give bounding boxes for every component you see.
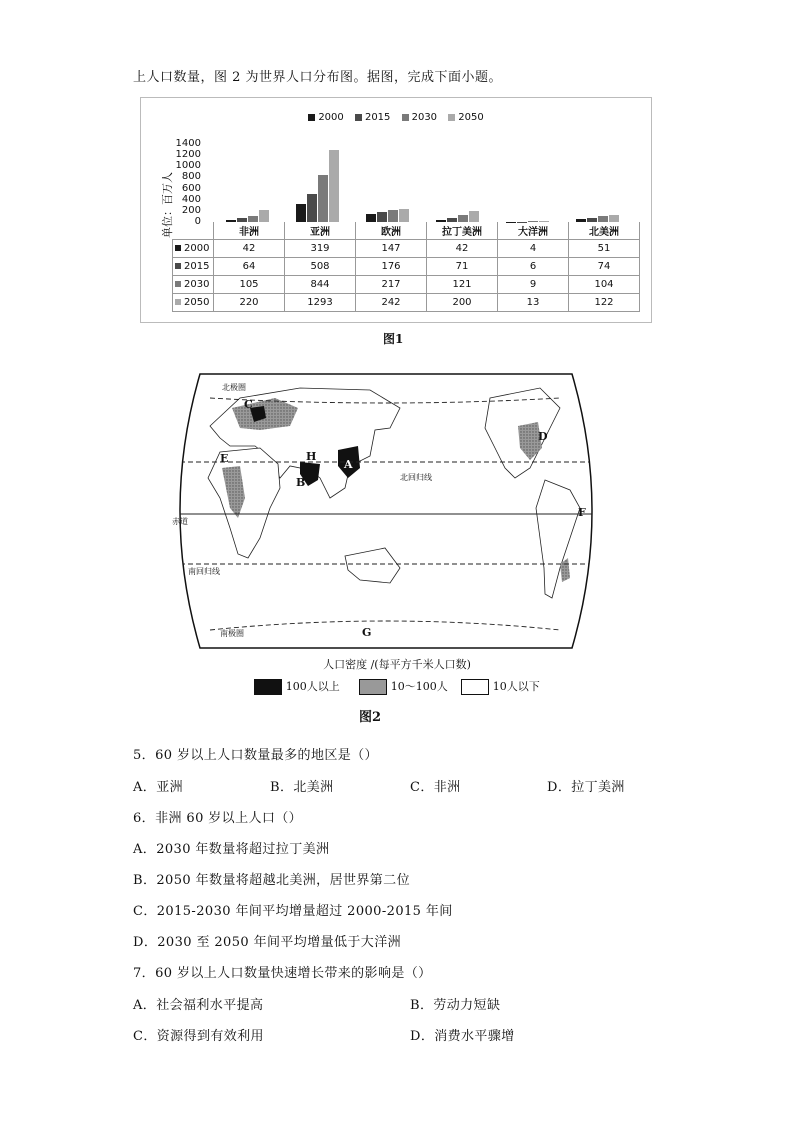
legend-swatch: [308, 114, 315, 121]
legend-swatch-low: [461, 679, 489, 695]
table-cell: 6: [498, 258, 569, 276]
label-G: G: [362, 626, 372, 639]
row-year-label: 2000: [184, 243, 210, 254]
y-tick-label: 800: [181, 171, 201, 183]
table-header: 亚洲: [285, 222, 356, 240]
bar-亚洲-2050: [329, 150, 339, 222]
bar-欧洲-2000: [366, 214, 376, 222]
q7-option-c[interactable]: C．资源得到有效利用: [133, 1029, 264, 1044]
table-cell: 42: [214, 240, 285, 258]
label-arctic-circle: 北极圈: [222, 383, 246, 392]
label-tropic-capricorn: 南回归线: [188, 567, 220, 576]
label-H: H: [306, 450, 317, 463]
y-tick-label: 1200: [175, 149, 201, 161]
q7-option-b[interactable]: B．劳动力短缺: [410, 998, 501, 1013]
label-B: B: [296, 476, 306, 489]
legend-item-2030: 2030: [402, 112, 437, 123]
bar-欧洲-2030: [388, 210, 398, 222]
table-row: [173, 240, 640, 258]
data-table: [172, 222, 640, 312]
question-6-stem: 6．非洲 60 岁以上人口（）: [133, 811, 303, 826]
q6-option-a[interactable]: A．2030 年数量将超过拉丁美洲: [133, 842, 330, 857]
y-tick-label: 400: [181, 193, 201, 205]
legend-swatch-medium: [359, 679, 387, 695]
q7-option-a[interactable]: A．社会福利水平提高: [133, 998, 264, 1013]
table-cell: 217: [356, 276, 427, 294]
table-cell: 74: [569, 258, 640, 276]
table-cell: 176: [356, 258, 427, 276]
bar-北美洲-2050: [609, 215, 619, 222]
question-7-stem: 7．60 岁以上人口数量快速增长带来的影响是（）: [133, 966, 432, 981]
table-header: 大洋洲: [498, 222, 569, 240]
table-cell: 1293: [285, 294, 356, 312]
table-cell: 508: [285, 258, 356, 276]
row-swatch: [175, 281, 181, 287]
y-axis-label: 单位：百万人: [161, 172, 174, 238]
y-tick-label: 1000: [175, 160, 201, 172]
q6-option-d[interactable]: D．2030 至 2050 年间平均增量低于大洋洲: [133, 935, 401, 950]
row-header: [173, 240, 214, 258]
question-5-stem: 5．60 岁以上人口数量最多的地区是（）: [133, 748, 378, 763]
q5-option-d[interactable]: D．拉丁美洲: [547, 780, 625, 795]
row-year-label: 2030: [184, 279, 210, 290]
label-antarctic-circle: 南极圈: [220, 629, 244, 638]
row-swatch: [175, 263, 181, 269]
table-cell: 122: [569, 294, 640, 312]
bar-亚洲-2015: [307, 194, 317, 222]
table-cell: 9: [498, 276, 569, 294]
intro-text: 上人口数量，图 2 为世界人口分布图。据图，完成下面小题。: [133, 70, 503, 85]
bar-亚洲-2000: [296, 204, 306, 222]
label-D: D: [538, 430, 548, 443]
table-header: 欧洲: [356, 222, 427, 240]
table-cell: 147: [356, 240, 427, 258]
table-cell: 4: [498, 240, 569, 258]
bar-欧洲-2015: [377, 212, 387, 222]
q5-option-b[interactable]: B．北美洲: [270, 780, 334, 795]
q5-option-a[interactable]: A．亚洲: [133, 780, 183, 795]
map-legend: [0, 678, 794, 695]
label-F: F: [578, 506, 586, 519]
q6-option-c[interactable]: C．2015-2030 年间平均增量超过 2000-2015 年间: [133, 904, 453, 919]
legend-item-2050: 2050: [448, 112, 483, 123]
table-cell: 220: [214, 294, 285, 312]
row-swatch: [175, 299, 181, 305]
legend-label-low: 10人以下: [492, 680, 540, 693]
table-cell: 104: [569, 276, 640, 294]
legend-item-2000: 2000: [308, 112, 343, 123]
world-population-map: [160, 368, 612, 654]
table-cell: 242: [356, 294, 427, 312]
table-cell: 105: [214, 276, 285, 294]
table-header: 非洲: [214, 222, 285, 240]
table-row: [173, 276, 640, 294]
table-row: [173, 258, 640, 276]
legend-label-medium: 10～100人: [390, 680, 448, 693]
table-cell: 200: [427, 294, 498, 312]
y-tick-label: 0: [194, 216, 201, 227]
legend-label-high: 100人以上: [285, 680, 340, 693]
table-header: 拉丁美洲: [427, 222, 498, 240]
table-cell: 51: [569, 240, 640, 258]
table-row: [173, 294, 640, 312]
legend-swatch: [402, 114, 409, 121]
q5-option-c[interactable]: C．非洲: [410, 780, 461, 795]
figure2-caption: 图2: [359, 710, 382, 725]
q6-option-b[interactable]: B．2050 年数量将超越北美洲，居世界第二位: [133, 873, 410, 888]
bar-拉丁美洲-2050: [469, 211, 479, 222]
map-legend-title: 人口密度 /(每平方千米人口数): [323, 658, 471, 671]
bar-非洲-2050: [259, 210, 269, 222]
row-year-label: 2015: [184, 261, 210, 272]
row-header: [173, 258, 214, 276]
bar-拉丁美洲-2030: [458, 215, 468, 222]
label-E: E: [220, 452, 229, 465]
y-tick-label: 600: [181, 182, 201, 194]
chart-legend: [141, 112, 651, 123]
table-cell: 42: [427, 240, 498, 258]
legend-item-2015: 2015: [355, 112, 390, 123]
bar-欧洲-2050: [399, 209, 409, 222]
row-header: [173, 276, 214, 294]
label-equator: 赤道: [172, 517, 188, 526]
bar-亚洲-2030: [318, 175, 328, 222]
table-cell: 64: [214, 258, 285, 276]
table-cell: 121: [427, 276, 498, 294]
figure1-caption: 图1: [383, 332, 404, 346]
row-swatch: [175, 245, 181, 251]
table-cell: 13: [498, 294, 569, 312]
legend-swatch: [355, 114, 362, 121]
q7-option-d[interactable]: D．消费水平骤增: [410, 1029, 515, 1044]
row-header: [173, 294, 214, 312]
legend-swatch: [448, 114, 455, 121]
y-tick-label: 200: [181, 204, 201, 216]
table-cell: 71: [427, 258, 498, 276]
label-A: A: [344, 458, 353, 471]
row-year-label: 2050: [184, 297, 210, 308]
y-tick-label: 1400: [175, 138, 201, 149]
table-cell: 319: [285, 240, 356, 258]
legend-swatch-high: [254, 679, 282, 695]
label-C: C: [244, 398, 253, 411]
table-header: 北美洲: [569, 222, 640, 240]
label-tropic-cancer: 北回归线: [400, 473, 432, 482]
table-cell: 844: [285, 276, 356, 294]
